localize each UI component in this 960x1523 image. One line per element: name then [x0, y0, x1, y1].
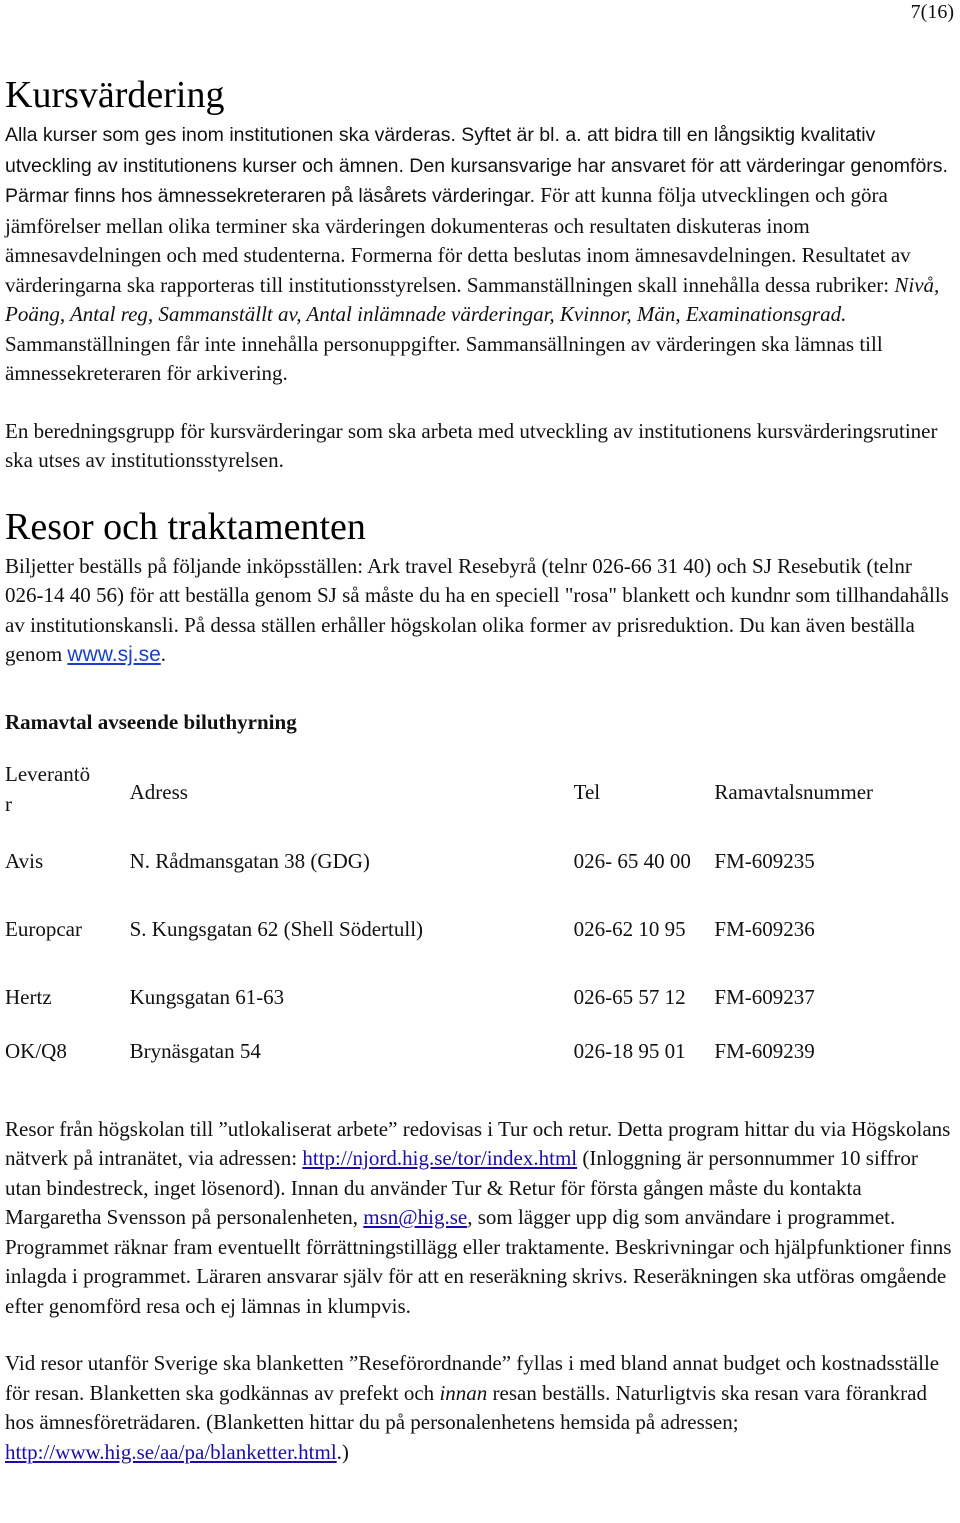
column-header-ramavtalsnummer: Ramavtalsnummer: [714, 780, 874, 804]
column-header-leverantor: [5, 751, 130, 835]
cell-tel: 026-18 95 01: [573, 1039, 686, 1063]
tur-retur-paragraph-2: [5, 1349, 955, 1467]
utland-end: .): [336, 1439, 349, 1464]
cell-adress: S. Kungsgatan 62 (Shell Södertull): [129, 917, 424, 941]
email-link[interactable]: msn@hig.se: [363, 1205, 468, 1229]
resor-body-text: Biljetter beställs på följande inköpsställen: Ark travel Resebyrå (telnr 026-66 31 40) och SJ Resebutik (telnr 026-14 40 56) för att beställa genom SJ så måste du ha en speciell "rosa" blankett och kundnr som tillhandahålls av institutionskansli. På dessa ställen erhåller högskolan olika former av prisreduktion. Du kan även beställa genom: [5, 553, 949, 666]
cell-tel: 026-65 57 12: [573, 985, 686, 1009]
utland-italic: innan: [439, 1380, 488, 1405]
column-header-adress: Adress: [129, 780, 188, 804]
section-heading-kursvardering: Kursvärdering: [5, 74, 225, 116]
kursvardering-paragraph-1: [5, 120, 955, 389]
cell-adress: Brynäsgatan 54: [129, 1039, 261, 1063]
cell-leverantor: OK/Q8: [5, 1039, 67, 1063]
resor-paragraph-1: [5, 552, 955, 670]
section-heading-resor: Resor och traktamenten: [5, 505, 366, 548]
cell-tel: 026- 65 40 00: [573, 849, 691, 873]
kursvardering-end-text: Sammanställningen får inte innehålla personuppgifter. Sammansällningen av värderingen ska lämnas till ämnessekreteraren för arkivering.: [5, 331, 883, 385]
cell-nummer: FM-609235: [714, 849, 815, 873]
resor-end-text: .: [160, 642, 167, 666]
cell-nummer: FM-609236: [714, 917, 815, 941]
kursvardering-intro-text: Alla kurser som ges inom institutionen ska värderas. Syftet är bl. a. att bidra till en långsiktig kvalitativ utveckling av institutionens kurser och ämnen. Den kursansvarige har ansvaret för att värderingar genomförs. Pärmar finns hos ämnessekreteraren på läsårets värderingar.: [5, 124, 948, 207]
utland-text-b: resan beställs. Naturligtvis ska resan vara förankrad hos ämnesföreträdaren. (Blanketten hittar du på personalenhetens hemsida på adressen;: [5, 1380, 927, 1434]
cell-leverantor: Avis: [5, 849, 44, 873]
kursvardering-rubriker: Nivå, Poäng, Antal reg, Sammanställt av, Antal inlämnade värderingar, Kvinnor, Män, Examinationsgrad.: [5, 272, 940, 326]
column-header-tel: Tel: [573, 780, 601, 804]
table-row: [5, 835, 955, 889]
ramavtal-table: [5, 751, 955, 1079]
cell-adress: N. Rådmansgatan 38 (GDG): [129, 849, 370, 873]
tur-retur-text-c: , som lägger upp dig som användare i programmet. Programmet räknar fram eventuellt förrättningstillägg eller traktamente. Beskrivningar och hjälpfunktioner finns inlagda i programmet. Läraren ansvarar själv för att en reseräkning skrivs. Reseräkningen ska utföras omgående efter genomförd resa och ej lämnas in klumpvis.: [5, 1205, 952, 1318]
header-leverantor-text: Leverantö r: [5, 761, 91, 816]
cell-nummer: FM-609237: [714, 985, 815, 1009]
njord-link[interactable]: http://njord.hig.se/tor/index.html: [302, 1146, 578, 1170]
table-row: [5, 889, 955, 971]
kursvardering-paragraph-2: En beredningsgrupp för kursvärderingar som ska arbeta med utveckling av institutionens kursvärderingsrutiner ska utses av institutionsstyrelsen.: [5, 418, 938, 472]
table-row: [5, 1025, 955, 1079]
table-row: [5, 971, 955, 1025]
tur-retur-paragraph-1: [5, 1115, 955, 1322]
kursvardering-body-text: För att kunna följa utvecklingen och göra jämförelser mellan olika terminer ska värderingen dokumenteras och resultaten diskuteras inom ämnesavdelningen och med studenterna. Formerna för detta beslutas inom ämnesavdelningen. Resultatet av värderingarna ska rapporteras till institutionsstyrelsen. Sammanställningen skall innehålla dessa rubriker:: [5, 183, 911, 297]
cell-nummer: FM-609239: [714, 1039, 815, 1063]
page-number: 7(16): [910, 1, 954, 23]
cell-tel: 026-62 10 95: [573, 917, 686, 941]
table-header-row: [5, 751, 955, 835]
tur-retur-text-b: (Inloggning är personnummer 10 siffror utan bindestreck, inget lösenord). Innan du använder Tur & Retur för första gången måste du kontakta Margaretha Svensson på personalenheten,: [5, 1146, 918, 1229]
cell-leverantor: Europcar: [5, 917, 82, 941]
cell-leverantor: Hertz: [5, 985, 52, 1009]
tur-retur-text-a: Resor från högskolan till ”utlokaliserat arbete” redovisas i Tur och retur. Detta program hittar du via Högskolans nätverk på intranätet, via adressen:: [5, 1116, 951, 1170]
document-body: [5, 70, 955, 1467]
blanketter-link[interactable]: http://www.hig.se/aa/pa/blanketter.html: [5, 1439, 337, 1464]
section-heading-ramavtal: Ramavtal avseende biluthyrning: [5, 709, 297, 734]
utland-text-a: Vid resor utanför Sverige ska blanketten ”Reseförordnande” fyllas i med bland annat budget och kostnadsställe för resan. Blanketten ska godkännas av prefekt och: [5, 1351, 940, 1405]
cell-adress: Kungsgatan 61-63: [129, 985, 285, 1009]
sj-link[interactable]: www.sj.se: [67, 643, 161, 666]
